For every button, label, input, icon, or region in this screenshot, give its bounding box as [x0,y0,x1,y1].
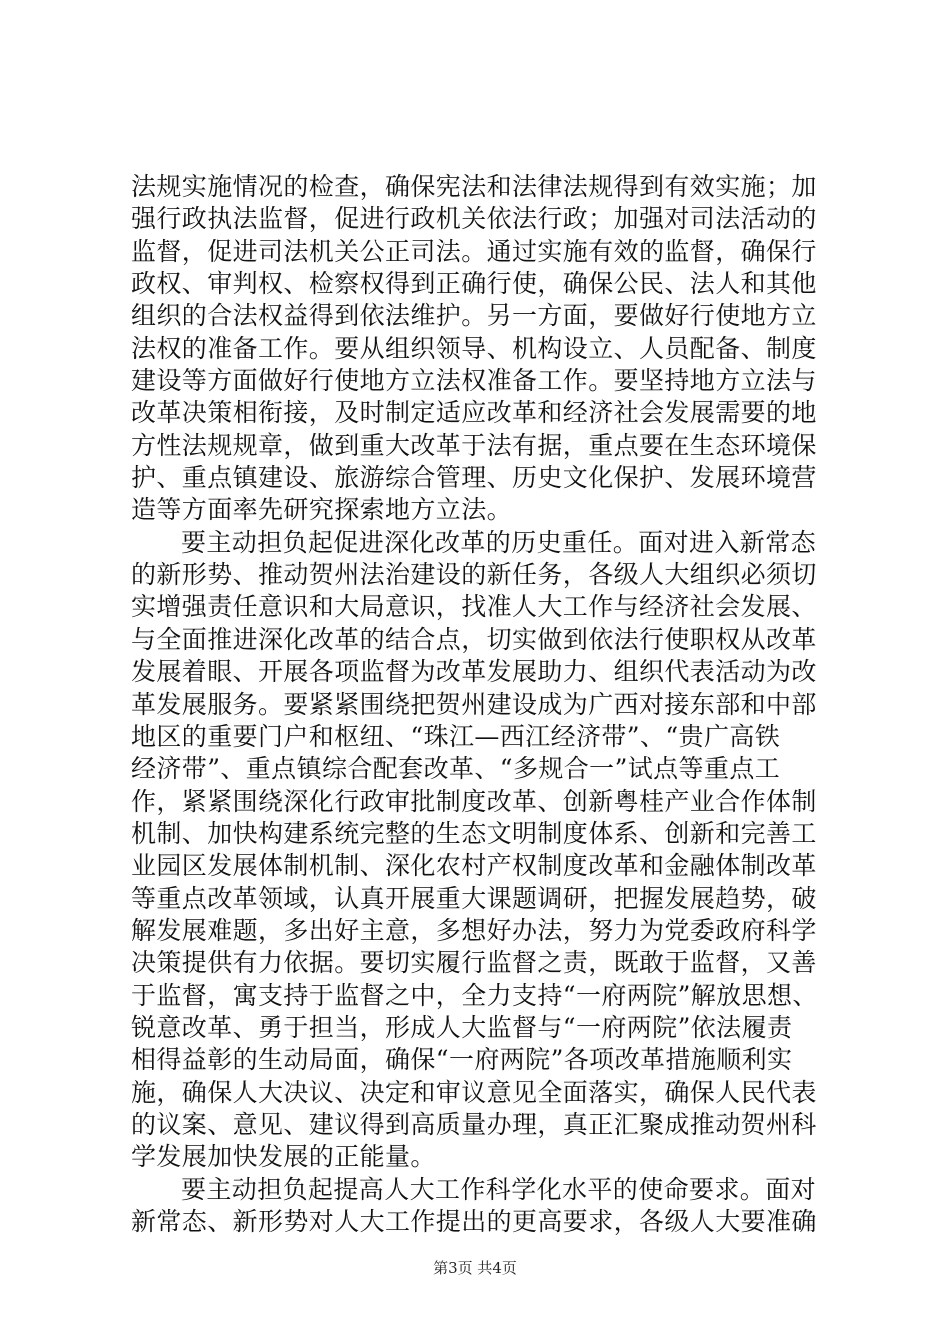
text-line: 相得益彰的生动局面，确保“一府两院”各项改革措施顺利实 [131,1045,793,1075]
text-line: 造等方面率先研究探索地方立法。 [131,495,513,525]
text-line: 要主动担负起促进深化改革的历史重任。面对进入新常态 [181,527,817,557]
text-line: 强行政执法监督，促进行政机关依法行政；加强对司法活动的 [131,204,817,234]
text-line: 实增强责任意识和大局意识，找准人大工作与经济社会发展、 [131,592,817,622]
text-line: 的议案、意见、建议得到高质量办理，真正汇聚成推动贺州科 [131,1109,817,1139]
text-line: 要主动担负起提高人大工作科学化水平的使命要求。面对 [181,1174,817,1204]
text-line: 决策提供有力依据。要切实履行监督之责，既敢于监督，又善 [131,948,817,978]
text-line: 作，紧紧围绕深化行政审批制度改革、创新粤桂产业合作体制 [131,786,817,816]
text-line: 政权、审判权、检察权得到正确行使，确保公民、法人和其他 [131,269,817,299]
text-line: 学发展加快发展的正能量。 [131,1142,436,1172]
text-line: 监督，促进司法机关公正司法。通过实施有效的监督，确保行 [131,236,817,266]
text-line: 建设等方面做好行使地方立法权准备工作。要坚持地方立法与 [131,366,817,396]
text-line: 解发展难题，多出好主意，多想好办法，努力为党委政府科学 [131,915,817,945]
text-line: 机制、加快构建系统完整的生态文明制度体系、创新和完善工 [131,818,817,848]
text-line: 方性法规规章，做到重大改革于法有据，重点要在生态环境保 [131,430,817,460]
text-line: 锐意改革、勇于担当，形成人大监督与“一府两院”依法履责 [131,1012,793,1042]
text-line: 改革决策相衔接，及时制定适应改革和经济社会发展需要的地 [131,398,817,428]
text-line: 与全面推进深化改革的结合点，切实做到依法行使职权从改革 [131,624,817,654]
text-line: 地区的重要门户和枢纽、“珠江—西江经济带”、“贵广高铁 [131,721,781,751]
text-line: 法规实施情况的检查，确保宪法和法律法规得到有效实施；加 [131,172,817,201]
text-line: 等重点改革领域，认真开展重大课题调研，把握发展趋势，破 [131,883,817,913]
text-line: 经济带”、重点镇综合配套改革、“多规合一”试点等重点工 [131,754,781,784]
text-line: 法权的准备工作。要从组织领导、机构设立、人员配备、制度 [131,333,817,363]
text-line: 发展着眼、开展各项监督为改革发展助力、组织代表活动为改 [131,657,817,687]
text-line: 组织的合法权益得到依法维护。另一方面，要做好行使地方立 [131,301,817,331]
document-body [131,171,831,1238]
text-line: 护、重点镇建设、旅游综合管理、历史文化保护、发展环境营 [131,463,817,493]
text-line: 于监督，寓支持于监督之中，全力支持“一府两院”解放思想、 [131,980,818,1010]
text-line: 的新形势、推动贺州法治建设的新任务，各级人大组织必须切 [131,560,817,590]
text-line: 革发展服务。要紧紧围绕把贺州建设成为广西对接东部和中部 [131,689,817,719]
text-line: 业园区发展体制机制、深化农村产权制度改革和金融体制改革 [131,851,817,881]
text-line: 新常态、新形势对人大工作提出的更高要求，各级人大要准确 [131,1207,817,1236]
text-line: 施，确保人大决议、决定和审议意见全面落实，确保人民代表 [131,1077,817,1107]
page-footer: 第3页 共4页 [433,1259,517,1277]
